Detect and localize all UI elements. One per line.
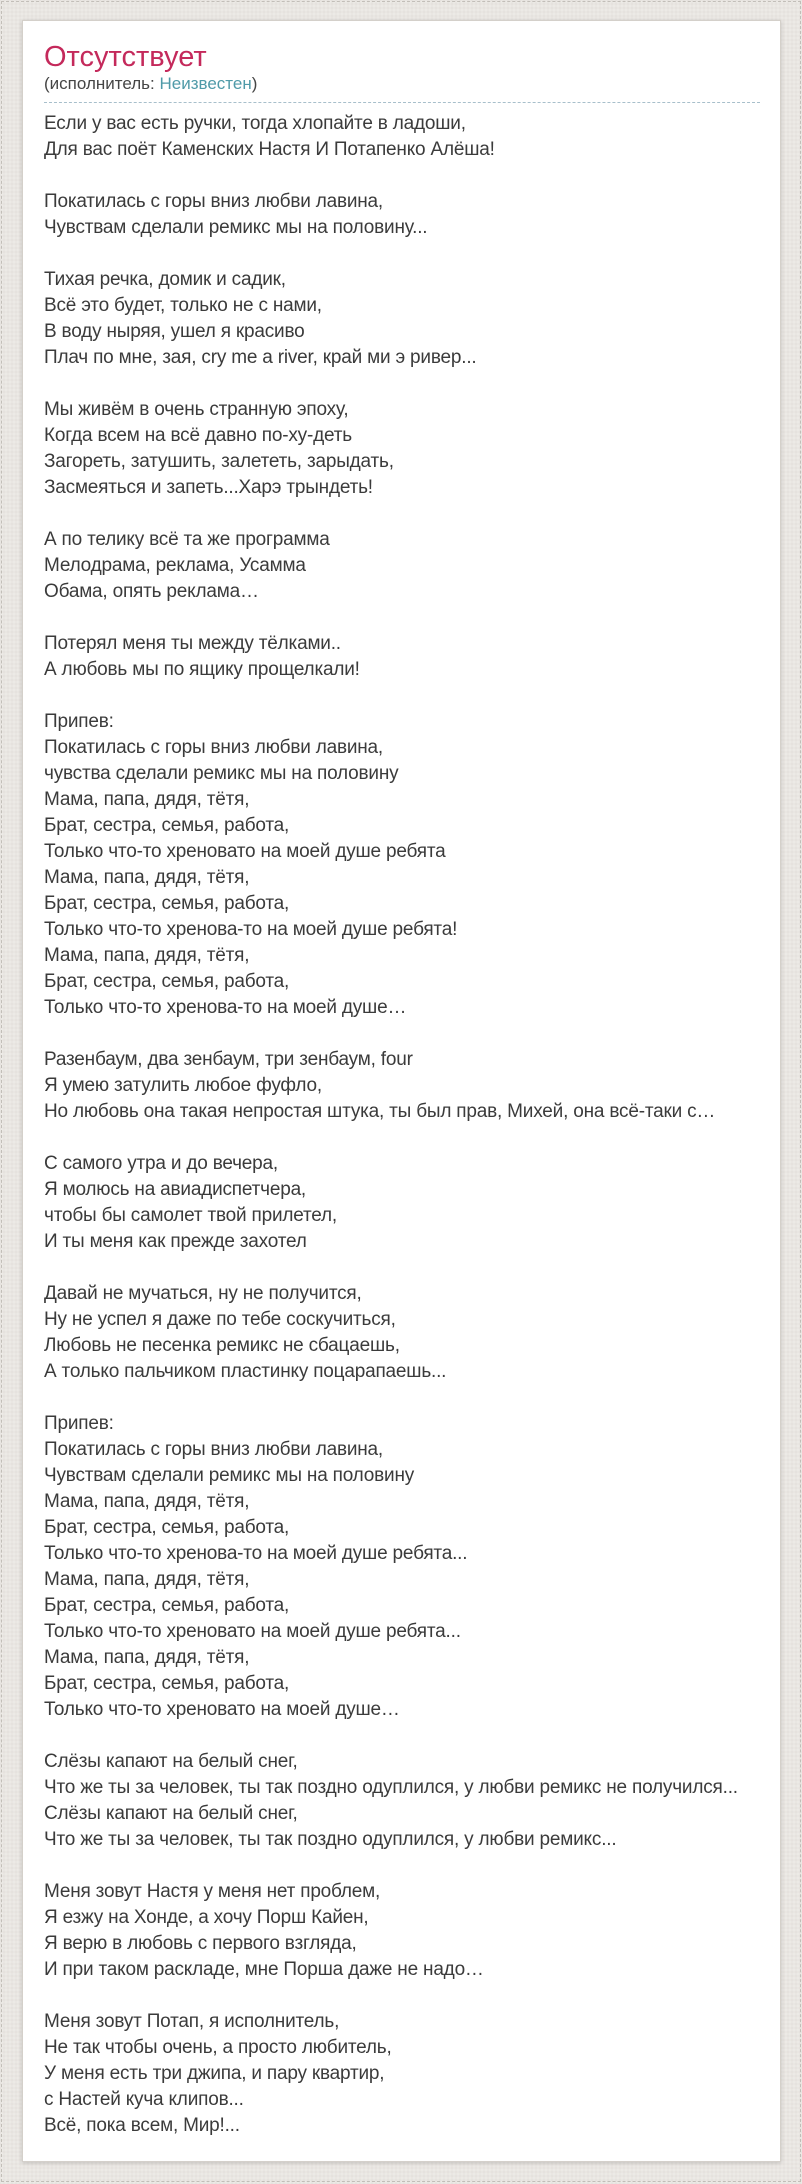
lyric-line: Покатилась с горы вниз любви лавина, [44,1439,384,1460]
lyric-line: Мама, папа, дядя, тётя, [44,1647,250,1668]
lyric-line: Мама, папа, дядя, тётя, [44,1569,250,1590]
lyric-line: Припев: [44,711,114,732]
lyric-line: А любовь мы по ящику прощелкали! [44,659,360,680]
lyric-line: Я молюсь на авиадиспетчера, [44,1179,307,1200]
lyric-line: Мама, папа, дядя, тётя, [44,867,250,888]
lyric-line [44,241,760,267]
lyric-line: Чувствам сделали ремикс мы на половину [44,1465,415,1486]
lyric-line: В воду ныряя, ушел я красиво [44,321,305,342]
lyric-line [44,1723,760,1749]
lyric-line: Я верю в любовь с первого взгляда, [44,1933,357,1954]
lyric-line: Я умею затулить любое фуфло, [44,1075,322,1096]
lyric-line [44,1385,760,1411]
lyric-line: Что же ты за человек, ты так поздно одуплился, у любви ремикс... [44,1829,617,1850]
lyric-line [44,683,760,709]
lyric-line [44,1983,760,2009]
lyric-line: И ты меня как прежде захотел [44,1231,307,1252]
lyric-line: Всё это будет, только не с нами, [44,295,322,316]
lyric-line [44,501,760,527]
lyric-line: чувства сделали ремикс мы на половину [44,763,399,784]
lyric-line: Меня зовут Настя у меня нет проблем, [44,1881,381,1902]
lyric-line: Мама, папа, дядя, тётя, [44,945,250,966]
lyric-line: Брат, сестра, семья, работа, [44,1595,290,1616]
artist-line [44,73,760,103]
lyric-line [44,371,760,397]
lyric-line: Потерял меня ты между тёлками.. [44,633,341,654]
lyric-line: Всё, пока всем, Мир!... [44,2115,240,2136]
lyric-line: Но любовь она такая непростая штука, ты был прав, Михей, она всё-таки с… [44,1101,716,1122]
lyric-line [44,163,760,189]
lyrics-card [22,20,781,2162]
lyric-line: Давай не мучаться, ну не получится, [44,1283,362,1304]
artist-label-suffix: ) [251,74,258,93]
lyric-line: Брат, сестра, семья, работа, [44,971,290,992]
lyric-line: Любовь не песенка ремикс не сбацаешь, [44,1335,400,1356]
lyric-line: Тихая речка, домик и садик, [44,269,286,290]
lyric-line: Для вас поёт Каменских Настя И Потапенко Алёша! [44,139,495,160]
lyric-line: Только что-то хреновато на моей душе ребята [44,841,446,862]
lyric-line: Не так чтобы очень, а просто любитель, [44,2037,392,2058]
lyric-line [44,1255,760,1281]
lyric-line: Покатилась с горы вниз любви лавина, [44,737,384,758]
artist-link[interactable]: Неизвестен [159,74,252,93]
lyric-line: Обама, опять реклама… [44,581,259,602]
lyric-line: Загореть, затушить, залететь, зарыдать, [44,451,394,472]
lyric-line: И при таком раскладе, мне Порша даже не надо… [44,1959,484,1980]
lyric-line [44,1125,760,1151]
lyric-line [44,1853,760,1879]
lyric-line: Слёзы капают на белый снег, [44,1803,298,1824]
lyric-line: Разенбаум, два зенбаум, три зенбаум, four [44,1049,413,1070]
lyric-line: Припев: [44,1413,114,1434]
lyric-line: Ну не успел я даже по тебе соскучиться, [44,1309,396,1330]
song-title-link[interactable]: Отсутствует [44,41,207,73]
lyric-line: А только пальчиком пластинку поцарапаешь... [44,1361,447,1382]
lyric-line: Когда всем на всё давно по-ху-деть [44,425,352,446]
artist-label-prefix: (исполнитель: [44,74,160,93]
lyric-line: Мама, папа, дядя, тётя, [44,1491,250,1512]
lyric-line: Только что-то хренова-то на моей душе… [44,997,407,1018]
lyric-line [44,605,760,631]
lyric-line: Брат, сестра, семья, работа, [44,815,290,836]
lyric-line: Меня зовут Потап, я исполнитель, [44,2011,340,2032]
lyric-line: Что же ты за человек, ты так поздно одуплился, у любви ремикс не получился... [44,1777,738,1798]
lyric-line: Мелодрама, реклама, Усамма [44,555,306,576]
lyric-line [44,1021,760,1047]
lyric-line: Мы живём в очень странную эпоху, [44,399,349,420]
lyric-line: С самого утра и до вечера, [44,1153,278,1174]
lyric-line: Покатилась с горы вниз любви лавина, [44,191,384,212]
lyric-line: Брат, сестра, семья, работа, [44,893,290,914]
lyric-line: Чувствам сделали ремикс мы на половину... [44,217,428,238]
lyric-line: У меня есть три джипа, и пару квартир, [44,2063,385,2084]
lyric-line: Только что-то хреновато на моей душе ребята... [44,1621,461,1642]
lyric-line: Брат, сестра, семья, работа, [44,1517,290,1538]
lyric-line: Плач по мне, зая, cry me a river, край ми э ривер... [44,347,477,368]
lyric-line: с Настей куча клипов... [44,2089,244,2110]
lyrics [44,111,760,2139]
lyric-line: Только что-то хренова-то на моей душе ребята! [44,919,458,940]
lyric-line: Только что-то хреновато на моей душе… [44,1699,400,1720]
lyric-line: Брат, сестра, семья, работа, [44,1673,290,1694]
lyric-line: Мама, папа, дядя, тётя, [44,789,250,810]
lyric-line: Засмеяться и запеть...Харэ трындеть! [44,477,373,498]
lyric-line: чтобы бы самолет твой прилетел, [44,1205,337,1226]
lyric-line: А по телику всё та же программа [44,529,330,550]
lyric-line: Я езжу на Хонде, а хочу Порш Кайен, [44,1907,369,1928]
lyric-line: Слёзы капают на белый снег, [44,1751,298,1772]
lyric-line: Если у вас есть ручки, тогда хлопайте в ладоши, [44,113,466,134]
lyric-line: Только что-то хренова-то на моей душе ребята... [44,1543,468,1564]
